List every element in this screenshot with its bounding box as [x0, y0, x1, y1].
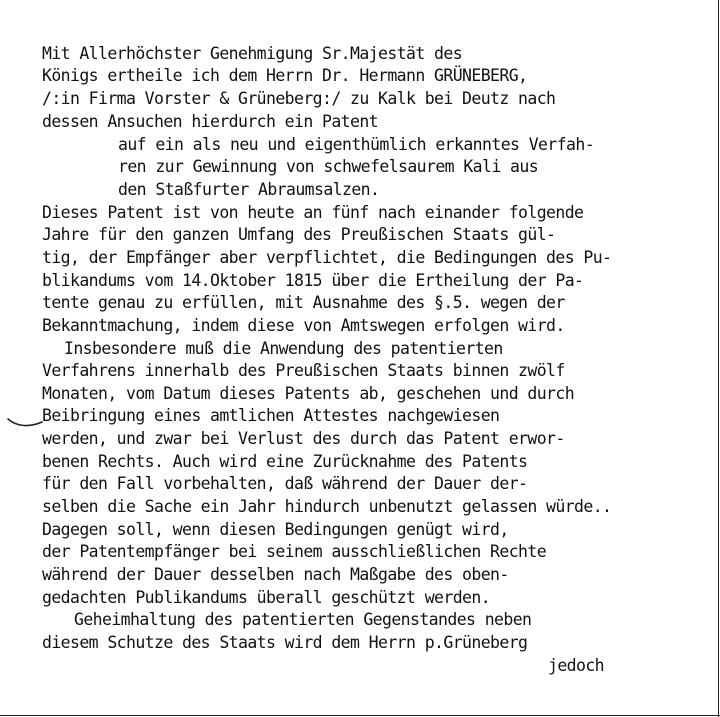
text-line-25: gedachten Publikandums überall geschützt werden.: [42, 588, 491, 607]
text-line-19: benen Rechts. Auch wird eine Zurücknahme des Patents: [42, 452, 528, 471]
text-line-14: Insbesondere muß die Anwendung des patentierten: [64, 339, 503, 358]
text-line-20: für den Fall vorbehalten, daß während der Dauer der-: [42, 474, 528, 493]
text-line-6: ren zur Gewinnung von schwefelsaurem Kali aus: [118, 157, 539, 176]
text-line-27: diesem Schutze des Staats wird dem Herrn p.Grüneberg: [42, 633, 528, 652]
text-line-15: Verfahrens innerhalb des Preußischen Staats binnen zwölf: [42, 361, 565, 380]
page-border-right: [718, 0, 719, 717]
text-line-13: Bekanntmachung, indem diese von Amtswegen erfolgen wird.: [42, 316, 565, 335]
text-line-8: Dieses Patent ist von heute an fünf nach einander folgende: [42, 203, 584, 222]
text-line-21: selben die Sache ein Jahr hindurch unbenutzt gelassen würde..: [42, 497, 612, 516]
text-line-28: jedoch: [548, 656, 605, 675]
text-line-17: Beibringung eines amtlichen Attestes nachgewiesen: [42, 406, 500, 425]
text-line-5: auf ein als neu und eigenthümlich erkanntes Verfah-: [118, 135, 595, 154]
text-line-24: während der Dauer desselben nach Maßgabe des oben-: [42, 565, 509, 584]
text-line-11: blikandums vom 14.Oktober 1815 über die Ertheilung der Pa-: [42, 271, 584, 290]
text-line-16: Monaten, vom Datum dieses Patents ab, geschehen und durch: [42, 384, 575, 403]
text-line-23: der Patentempfänger bei seinem ausschließlichen Rechte: [42, 542, 547, 561]
text-line-10: tig, der Empfänger aber verpflichtet, die Bedingungen des Pu-: [42, 248, 612, 267]
text-line-26: Geheimhaltung des patentierten Gegenstandes neben: [74, 610, 532, 629]
text-line-3: /:in Firma Vorster & Grüneberg:/ zu Kalk bei Deutz nach: [42, 89, 556, 108]
text-line-18: werden, und zwar bei Verlust des durch das Patent erwor-: [42, 429, 565, 448]
text-line-1: Mit Allerhöchster Genehmigung Sr.Majestät des: [42, 44, 463, 63]
page-border-bottom: [0, 715, 720, 716]
text-line-12: tente genau zu erfüllen, mit Ausnahme des §.5. wegen der: [42, 293, 565, 312]
text-line-7: den Staßfurter Abraumsalzen.: [118, 180, 380, 199]
text-line-4: dessen Ansuchen hierdurch ein Patent: [42, 112, 379, 131]
text-line-2: Königs ertheile ich dem Herrn Dr. Hermann GRÜNEBERG,: [42, 66, 528, 85]
text-line-22: Dagegen soll, wenn diesen Bedingungen genügt wird,: [42, 520, 509, 539]
text-line-9: Jahre für den ganzen Umfang des Preußischen Staats gül-: [42, 225, 556, 244]
handwritten-bracket-mark: [6, 414, 46, 434]
